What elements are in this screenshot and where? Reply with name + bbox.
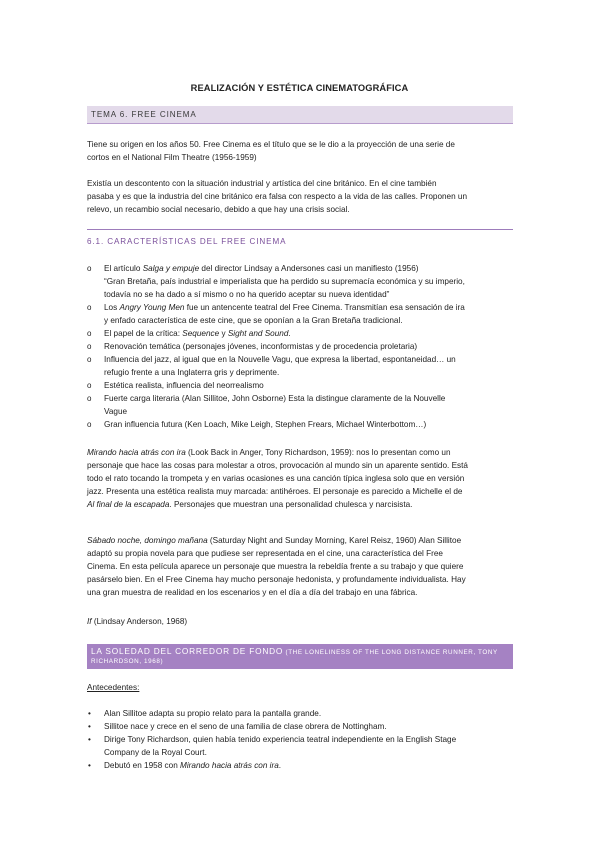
text-line: “Gran Bretaña, país industrial e imperialista que ha perdido su supremacía económica y su imperio, — [104, 277, 465, 286]
soledad-heading-continuation: RICHARDSON, 1968) — [91, 658, 164, 665]
text-line: Fuerte carga literaria (Alan Sillitoe, John Osborne) Esta la distingue claramente de la Nouvelle — [104, 394, 446, 403]
intro-paragraph-1 — [87, 138, 507, 164]
list-item — [87, 379, 513, 392]
antecedentes-label: Antecedentes: — [87, 683, 140, 692]
sabado-paragraph — [87, 534, 507, 599]
list-item — [87, 733, 513, 759]
text-line: pasárselo bien. En el Free Cinema hay mucho personaje hedonista, y profundamente individualista. Hay — [87, 575, 466, 584]
characteristics-list — [87, 262, 513, 431]
text-line: Renovación temática (personajes jóvenes, inconformistas y de procedencia proletaria) — [104, 342, 418, 351]
soledad-heading-bar — [87, 644, 513, 669]
text-line: Los Angry Young Men fue un antencente teatral del Free Cinema. Transmitían esa sensación de ira — [104, 303, 465, 312]
text-line: El artículo Salga y empuje del director Lindsay a Andersones casi un manifiesto (1956) — [104, 264, 419, 273]
tema-heading: TEMA 6. FREE CINEMA — [91, 110, 197, 119]
text-line: pasaba y es que la industria del cine británico era falsa con respecto a la vida de las calles. Proponen un — [87, 192, 468, 201]
text-line: adaptó su propia novela para que pudiese ser representada en el cine, una característica del Free — [87, 549, 443, 558]
text-line: Cinema. En esta película aparece un personaje que muestra la rebeldía frente a su trabajo y que quiere — [87, 562, 464, 571]
text-line: Alan Sillitoe adapta su propio relato para la pantalla grande. — [104, 709, 322, 718]
text-line: Al final de la escapada. Personajes que muestran una personalidad chulesca y narcisista. — [87, 500, 413, 509]
text-line: El papel de la crítica: Sequence y Sight and Sound. — [104, 329, 291, 338]
text-line: y enfado característica de este cine, que se oponían a la Gran Bretaña tradicional. — [104, 316, 403, 325]
list-item — [87, 720, 513, 733]
list-item — [87, 392, 513, 418]
bullet-icon: o — [87, 264, 92, 273]
text-line: Vague — [104, 407, 128, 416]
bullet-icon: o — [87, 342, 92, 351]
text-line: refugio frente a una Inglaterra gris y deprimente. — [104, 368, 280, 377]
tema-heading-bar — [87, 106, 513, 124]
text-line: Existía un descontento con la situación industrial y artística del cine británico. En el cine también — [87, 179, 437, 188]
text-line: Sillitoe nace y crece en el seno de una familia de clase obrera de Nottingham. — [104, 722, 387, 731]
bullet-icon: o — [87, 420, 92, 429]
text-line: jazz. Presenta una estética realista muy marcada: antihéroes. El personaje es parecido a Michelle el de — [87, 487, 463, 496]
bullet-icon: • — [88, 761, 91, 770]
list-item — [87, 340, 513, 353]
bullet-icon: o — [87, 394, 92, 403]
text-line: Debutó en 1958 con Mirando hacia atrás con ira. — [104, 761, 282, 770]
text-line: Estética realista, influencia del neorrealismo — [104, 381, 264, 390]
text-line: una gran muestra de realidad en los escenarios y en el día a día del trabajo en una fábrica. — [87, 588, 418, 597]
section-heading-6-1: 6.1. CARACTERÍSTICAS DEL FREE CINEMA — [87, 237, 287, 246]
text-line: Sábado noche, domingo mañana (Saturday Night and Sunday Morning, Karel Reisz, 1960) Alan Sillitoe — [87, 536, 462, 545]
text-line: If (Lindsay Anderson, 1968) — [87, 617, 188, 626]
bullet-icon: o — [87, 329, 92, 338]
text-line: personaje que hace las cosas para molestar a otros, provocación al mundo sin un aparente sentido. Está — [87, 461, 468, 470]
antecedentes-list — [87, 707, 513, 772]
bullet-icon: • — [88, 709, 91, 718]
text-line: Tiene su origen en los años 50. Free Cinema es el título que se le dio a la proyección de una serie de — [87, 140, 455, 149]
text-line: cortos en el National Film Theatre (1956-1959) — [87, 153, 257, 162]
list-item — [87, 418, 513, 431]
text-line: todo el rato tocando la trompeta y en varias ocasiones es una canción típica inglesa solo que en versión — [87, 474, 465, 483]
list-item — [87, 353, 513, 379]
text-line: Gran influencia futura (Ken Loach, Mike Leigh, Stephen Frears, Michael Winterbottom…) — [104, 420, 427, 429]
intro-paragraph-2 — [87, 177, 507, 216]
text-line: Mirando hacia atrás con ira (Look Back in Anger, Tony Richardson, 1959): nos lo presentan como un — [87, 448, 451, 457]
list-item — [87, 327, 513, 340]
bullet-icon: • — [88, 722, 91, 731]
list-item — [87, 262, 513, 301]
text-line: todavía no se ha dado a sí mismo o no ha querido aceptar su nueva identidad” — [104, 290, 390, 299]
bullet-icon: • — [88, 735, 91, 744]
soledad-heading: LA SOLEDAD DEL CORREDOR DE FONDO (THE LONELINESS OF THE LONG DISTANCE RUNNER, TONY — [91, 646, 498, 656]
text-line: relevo, un recambio social necesario, debido a que hay una crisis social. — [87, 205, 350, 214]
text-line: Influencia del jazz, al igual que en la Nouvelle Vagu, que expresa la libertad, espontaneidad… un — [104, 355, 456, 364]
text-line: Company de la Royal Court. — [104, 748, 207, 757]
bullet-icon: o — [87, 355, 92, 364]
document-title: REALIZACIÓN Y ESTÉTICA CINEMATOGRÁFICA — [190, 83, 409, 93]
list-item — [87, 301, 513, 327]
bullet-icon: o — [87, 303, 92, 312]
mirando-paragraph — [87, 446, 507, 511]
list-item — [87, 707, 513, 720]
section-divider — [87, 229, 513, 245]
list-item — [87, 759, 513, 772]
if-paragraph — [87, 615, 507, 628]
text-line: Dirige Tony Richardson, quien había tenido experiencia teatral independiente en la English Stage — [104, 735, 457, 744]
bullet-icon: o — [87, 381, 92, 390]
